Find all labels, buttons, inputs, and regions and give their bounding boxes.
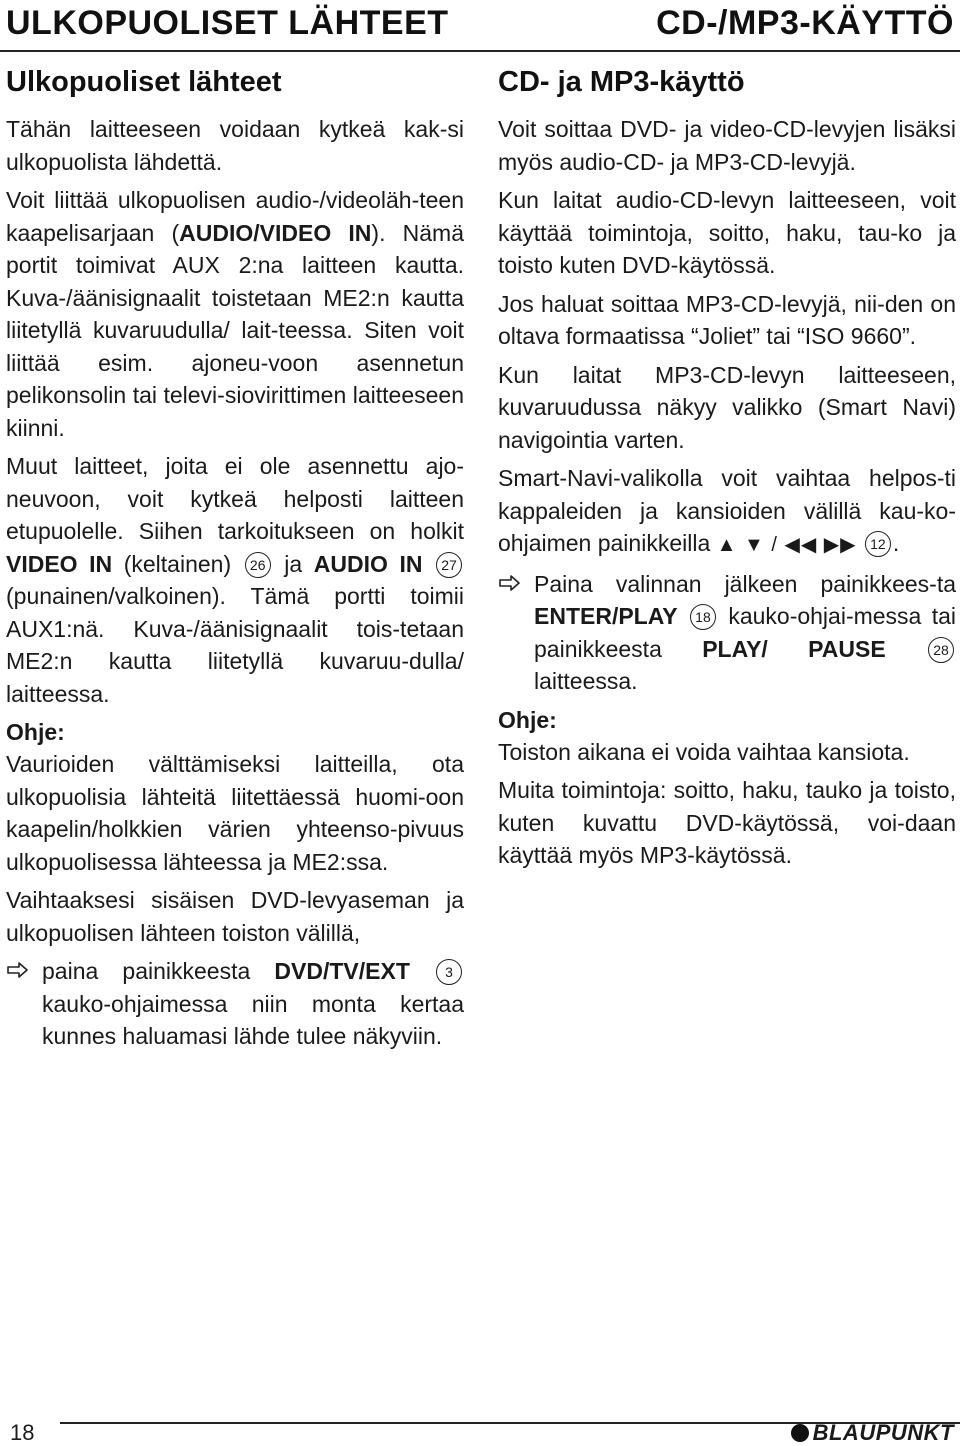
section-title-external-sources: Ulkopuoliset lähteet <box>6 66 282 98</box>
paragraph: Tähän laitteeseen voidaan kytkeä kak-si ulkopuolista lähdettä. <box>6 116 464 175</box>
right-column <box>498 60 956 878</box>
ref-number-badge: 18 <box>690 604 716 630</box>
navigation-arrows-icon: ▲ ▼ / ◀◀ ▶▶ <box>716 534 857 556</box>
ref-number-badge: 28 <box>928 637 954 663</box>
paragraph: Jos haluat soittaa MP3-CD-levyjä, nii-den on oltava formaatissa “Joliet” tai “ISO 9660”. <box>498 290 956 349</box>
paragraph: Toiston aikana ei voida vaihtaa kansiota. <box>498 738 910 765</box>
paragraph: Smart-Navi-valikolla voit vaihtaa helpos-ti kappaleiden ja kansioiden välillä kau-ko-ohjaimen painikkeilla ▲ ▼ / ◀◀ ▶▶ 12 . <box>498 465 956 556</box>
logo-dot-icon <box>791 1424 809 1442</box>
ref-number-badge: 3 <box>436 959 462 985</box>
paragraph: Vaurioiden välttämiseksi laitteilla, ota ulkopuolisia lähteitä liitettäessä huomi-oon kaapelin/holkkien värien yhteenso-pivuus ulkopuolisessa lähteessa ja ME2:ssa. <box>6 751 464 875</box>
note-heading: Ohje: <box>498 706 557 733</box>
instruction-item: Paina valinnan jälkeen painikkees-ta ENTER/PLAY 18 kauko-ohjai-messa tai painikkeesta PLAY/ PAUSE 28 laitteessa. <box>498 568 956 698</box>
section-title-cd-mp3: CD- ja MP3-käyttö <box>498 66 745 98</box>
page-number: 18 <box>10 1420 35 1445</box>
ref-number-badge: 12 <box>865 531 891 557</box>
arrow-right-icon <box>6 960 30 980</box>
paragraph: Vaihtaaksesi sisäisen DVD-levyaseman ja ulkopuolisen lähteen toiston välillä, <box>6 887 464 946</box>
paragraph: Muut laitteet, joita ei ole asennettu ajo-neuvoon, voit kytkeä helposti laitteen etupuolelle. Siihen tarkoitukseen on holkit VIDEO IN (keltainen) 26 ja AUDIO IN 27 (punainen/valkoinen). Tämä portti toimii AUX1:nä. Kuva-/äänisignaalit tois-tetaan ME2:n kautta liitetyllä kuvaruu-dulla/ laitteessa. <box>6 453 464 707</box>
instruction-item: paina painikkeesta DVD/TV/EXT 3 kauko-ohjaimessa niin monta kertaa kunnes haluamasi lähde tulee näkyviin. <box>6 955 464 1053</box>
header-left-title: ULKOPUOLISET LÄHTEET <box>6 4 449 42</box>
brand-logo: BLAUPUNKT <box>791 1420 954 1446</box>
ref-number-badge: 26 <box>245 552 271 578</box>
paragraph: Voit liittää ulkopuolisen audio-/videoläh-teen kaapelisarjaan (AUDIO/VIDEO IN). Nämä portit toimivat AUX 2:na laitteen kautta. Kuva-/äänisignaalit toistetaan ME2:n kautta liitetyllä kuvaruudulla/ lait-teessa. Siten voit liittää esim. ajoneu-voon asennetun pelikonsolin tai televi-siovirittimen laitteeseen kiinni. <box>6 187 464 441</box>
paragraph: Muita toimintoja: soitto, haku, tauko ja toisto, kuten kuvattu DVD-käytössä, voi-daan käyttää myös MP3-käytössä. <box>498 777 956 868</box>
ref-number-badge: 27 <box>436 552 462 578</box>
header-right-title: CD-/MP3-KÄYTTÖ <box>656 4 954 42</box>
left-column <box>6 60 464 1059</box>
note-heading: Ohje: <box>6 719 65 745</box>
paragraph: Voit soittaa DVD- ja video-CD-levyjen lisäksi myös audio-CD- ja MP3-CD-levyjä. <box>498 116 956 175</box>
paragraph: Kun laitat MP3-CD-levyn laitteeseen, kuvaruudussa näkyy valikko (Smart Navi) navigointia varten. <box>498 361 956 453</box>
header-rule <box>0 50 960 52</box>
paragraph: Kun laitat audio-CD-levyn laitteeseen, voit käyttää toimintoja, soitto, haku, tau-ko ja toisto kuten DVD-käytössä. <box>498 187 956 278</box>
arrow-right-icon <box>498 573 522 593</box>
